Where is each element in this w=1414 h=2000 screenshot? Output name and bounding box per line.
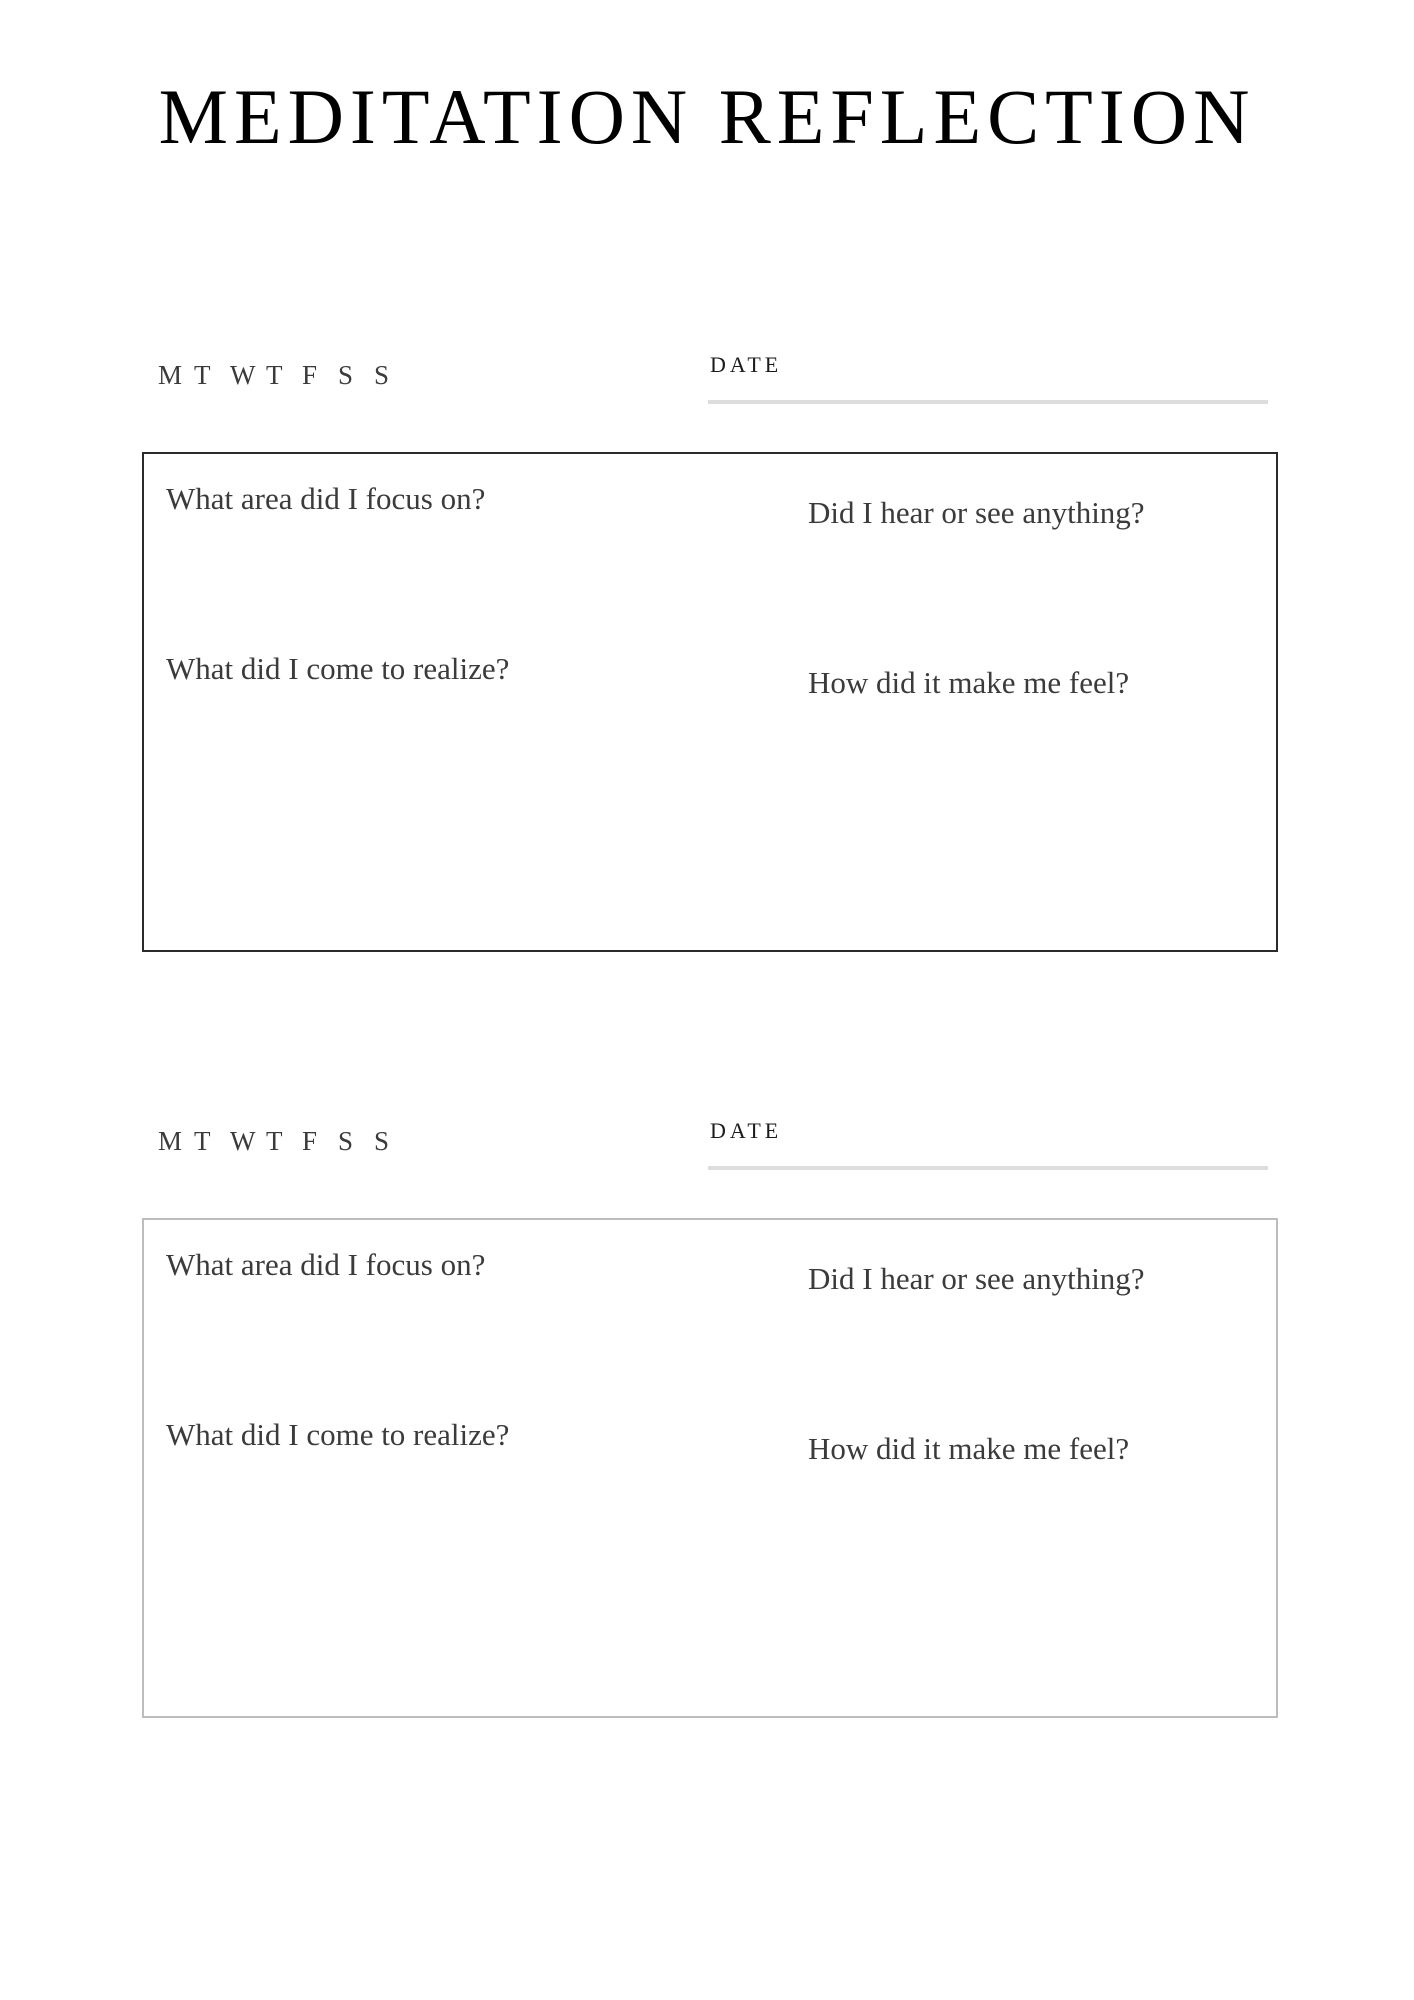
day-wednesday[interactable]: W: [230, 1126, 256, 1156]
day-thursday[interactable]: T: [266, 1126, 283, 1156]
prompt-hear-or-see: Did I hear or see anything?: [808, 495, 1145, 530]
day-friday[interactable]: F: [302, 1126, 318, 1156]
reflection-box-1: [142, 452, 1278, 952]
day-monday[interactable]: M: [158, 360, 183, 390]
day-tuesday[interactable]: T: [194, 1126, 211, 1156]
day-sunday[interactable]: S: [374, 1126, 390, 1156]
date-label: DATE: [710, 352, 783, 377]
day-selector-2: [158, 1126, 410, 1157]
day-monday[interactable]: M: [158, 1126, 183, 1156]
date-input-line[interactable]: [708, 1166, 1268, 1170]
day-saturday[interactable]: S: [338, 1126, 354, 1156]
page-title: MEDITATION REFLECTION: [158, 73, 1256, 160]
prompt-feeling: How did it make me feel?: [808, 1431, 1130, 1466]
day-wednesday[interactable]: W: [230, 360, 256, 390]
day-sunday[interactable]: S: [374, 360, 390, 390]
day-selector-1: [158, 360, 410, 391]
prompt-focus-area: What area did I focus on?: [166, 481, 486, 516]
day-thursday[interactable]: T: [266, 360, 283, 390]
prompt-focus-area: What area did I focus on?: [166, 1247, 486, 1282]
date-block-1: [708, 352, 1268, 404]
day-friday[interactable]: F: [302, 360, 318, 390]
day-tuesday[interactable]: T: [194, 360, 211, 390]
prompt-realization: What did I come to realize?: [166, 651, 510, 686]
prompt-hear-or-see: Did I hear or see anything?: [808, 1261, 1145, 1296]
reflection-box-2: [142, 1218, 1278, 1718]
date-input-line[interactable]: [708, 400, 1268, 404]
day-saturday[interactable]: S: [338, 360, 354, 390]
prompt-feeling: How did it make me feel?: [808, 665, 1130, 700]
date-block-2: [708, 1118, 1268, 1170]
date-label: DATE: [710, 1118, 783, 1143]
prompt-realization: What did I come to realize?: [166, 1417, 510, 1452]
